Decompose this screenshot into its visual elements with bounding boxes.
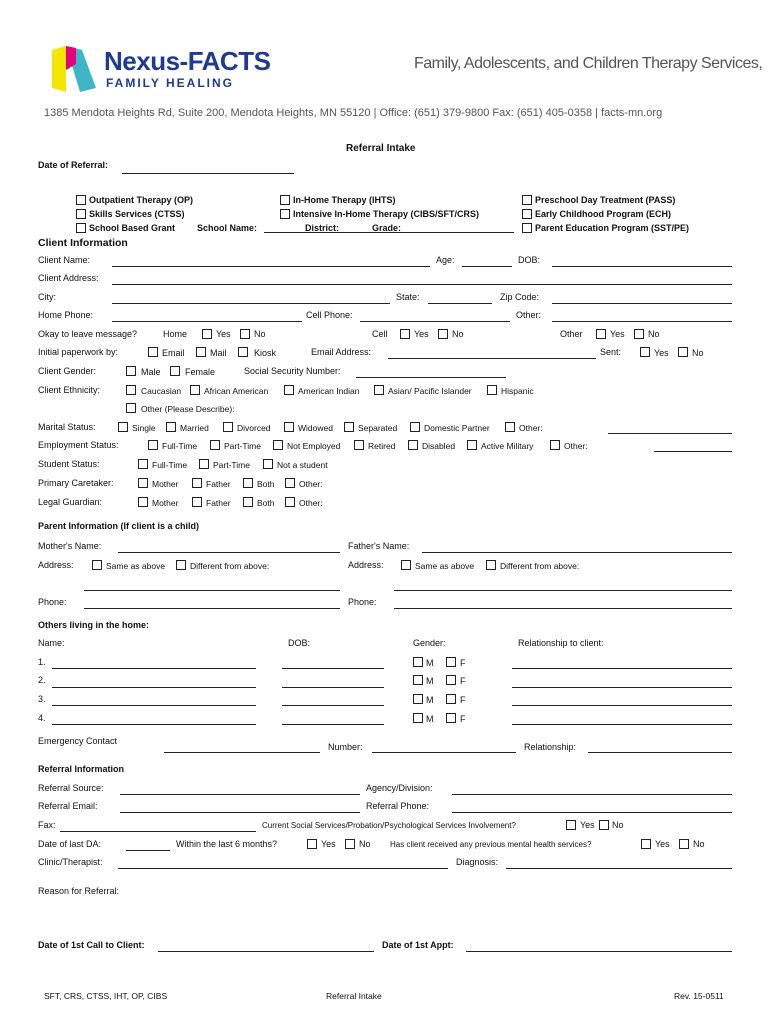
state-label: State: xyxy=(396,292,420,302)
district-label: District: xyxy=(305,223,340,233)
involvement-label: Current Social Services/Probation/Psychological Services Involvement? xyxy=(262,821,516,830)
checkbox-ech[interactable] xyxy=(522,209,532,219)
father-name-field[interactable] xyxy=(422,552,732,553)
guardian-checkbox[interactable] xyxy=(138,497,148,507)
student-checkbox[interactable] xyxy=(263,459,273,469)
checkbox-ctss[interactable] xyxy=(76,209,86,219)
program-ihts: In-Home Therapy (IHTS) xyxy=(293,195,396,205)
marital-option: Other: xyxy=(519,423,543,433)
emergency-number-field[interactable] xyxy=(372,752,516,753)
asian-checkbox[interactable] xyxy=(374,385,384,395)
first-appt-field[interactable] xyxy=(466,951,732,952)
male-checkbox[interactable] xyxy=(126,366,136,376)
mother-address-field[interactable] xyxy=(84,590,340,591)
m-label: M xyxy=(426,714,434,724)
employment-checkbox[interactable] xyxy=(354,440,364,450)
age-label: Age: xyxy=(436,255,455,265)
student-option: Part-Time xyxy=(213,460,250,470)
hispanic-checkbox[interactable] xyxy=(487,385,497,395)
employment-option: Not Employed xyxy=(287,441,341,451)
client-address-field[interactable] xyxy=(112,284,732,285)
row-number: 2. xyxy=(38,675,46,685)
guardian-option: Mother xyxy=(152,498,179,508)
agency-label: Agency/Division: xyxy=(366,783,433,793)
home-label: Home xyxy=(163,329,188,339)
different-option: Different from above: xyxy=(500,561,580,571)
marital-checkbox[interactable] xyxy=(284,422,294,432)
paperwork-label: Initial paperwork by: xyxy=(38,347,119,357)
sent-no-checkbox[interactable] xyxy=(678,347,688,357)
school-district-line[interactable] xyxy=(264,232,514,233)
marital-option: Divorced xyxy=(237,423,271,433)
cell-phone-field[interactable] xyxy=(360,321,510,322)
mother-name-label: Mother's Name: xyxy=(38,541,102,551)
employment-label: Employment Status: xyxy=(38,440,119,450)
agency-field[interactable] xyxy=(452,794,732,795)
ethnicity-option: American Indian xyxy=(298,386,360,396)
female-checkbox[interactable] xyxy=(446,713,456,723)
involvement-no-checkbox[interactable] xyxy=(599,820,609,830)
referral-date-field[interactable] xyxy=(122,173,294,174)
cell-label: Cell xyxy=(372,329,388,339)
employment-other-field[interactable] xyxy=(654,451,732,452)
caretaker-checkbox[interactable] xyxy=(192,478,202,488)
cell-phone-label: Cell Phone: xyxy=(306,310,353,320)
father-phone-label: Phone: xyxy=(348,597,377,607)
ethnicity-option: Asian/ Pacific Islander xyxy=(388,386,472,396)
male-checkbox[interactable] xyxy=(413,675,423,685)
within-yes-checkbox[interactable] xyxy=(307,839,317,849)
employment-checkbox[interactable] xyxy=(210,440,220,450)
guardian-option: Father xyxy=(206,498,231,508)
program-school: School Based Grant xyxy=(89,223,176,233)
form-title: Referral Intake xyxy=(346,143,416,154)
employment-checkbox[interactable] xyxy=(550,440,560,450)
caretaker-checkbox[interactable] xyxy=(285,478,295,488)
other-relationship-field[interactable] xyxy=(512,687,732,688)
row-number: 3. xyxy=(38,694,46,704)
emergency-name-field[interactable] xyxy=(164,752,320,753)
guardian-option: Both xyxy=(257,498,275,508)
home-phone-label: Home Phone: xyxy=(38,310,94,320)
referral-phone-label: Referral Phone: xyxy=(366,801,430,811)
home-yes-checkbox[interactable] xyxy=(202,329,212,339)
footer-revision: Rev. 15-0511 xyxy=(674,991,724,1001)
other-name-field[interactable] xyxy=(52,705,256,706)
mother-different-checkbox[interactable] xyxy=(176,560,186,570)
first-call-field[interactable] xyxy=(158,951,374,952)
female-checkbox[interactable] xyxy=(446,675,456,685)
female-option: Female xyxy=(185,367,216,377)
f-label: F xyxy=(460,714,466,724)
other-label: Other xyxy=(560,329,583,339)
mother-name-field[interactable] xyxy=(118,552,340,553)
dob-label: DOB: xyxy=(518,255,541,265)
guardian-label: Legal Guardian: xyxy=(38,497,103,507)
m-label: M xyxy=(426,658,434,668)
referral-date-label: Date of Referral: xyxy=(38,160,109,170)
paperwork-email-checkbox[interactable] xyxy=(148,347,158,357)
guardian-checkbox[interactable] xyxy=(243,497,253,507)
guardian-checkbox[interactable] xyxy=(285,497,295,507)
program-ctss: Skills Services (CTSS) xyxy=(89,209,185,219)
no-label: No xyxy=(692,348,704,358)
mail-option: Mail xyxy=(210,348,227,358)
student-checkbox[interactable] xyxy=(199,459,209,469)
row-number: 1. xyxy=(38,657,46,667)
others-gender-header: Gender: xyxy=(413,638,446,648)
home-phone-field[interactable] xyxy=(112,321,302,322)
yes-label: Yes xyxy=(216,329,231,339)
kiosk-option: Kiosk xyxy=(254,348,277,358)
yes-label: Yes xyxy=(655,839,670,849)
paperwork-mail-checkbox[interactable] xyxy=(196,347,206,357)
others-name-header: Name: xyxy=(38,638,65,648)
american-indian-checkbox[interactable] xyxy=(284,385,294,395)
involvement-yes-checkbox[interactable] xyxy=(566,820,576,830)
employment-option: Other: xyxy=(564,441,588,451)
checkbox-pass[interactable] xyxy=(522,195,532,205)
program-ech: Early Childhood Program (ECH) xyxy=(535,209,672,219)
ethnicity-label: Client Ethnicity: xyxy=(38,385,101,395)
other-dob-field[interactable] xyxy=(282,668,384,669)
other-phone-field[interactable] xyxy=(552,321,732,322)
female-checkbox[interactable] xyxy=(170,366,180,376)
other-name-field[interactable] xyxy=(52,724,256,725)
checkbox-intensive[interactable] xyxy=(280,209,290,219)
yes-label: Yes xyxy=(414,329,429,339)
african-american-checkbox[interactable] xyxy=(190,385,200,395)
within-no-checkbox[interactable] xyxy=(345,839,355,849)
fax-label: Fax: xyxy=(38,820,56,830)
marital-checkbox[interactable] xyxy=(410,422,420,432)
city-field[interactable] xyxy=(112,303,390,304)
emergency-contact-label: Emergency Contact xyxy=(38,736,118,746)
sent-yes-checkbox[interactable] xyxy=(640,347,650,357)
last-da-label: Date of last DA: xyxy=(38,839,102,849)
marital-option: Widowed xyxy=(298,423,333,433)
father-phone-field[interactable] xyxy=(394,608,732,609)
program-pass: Preschool Day Treatment (PASS) xyxy=(535,195,676,205)
no-label: No xyxy=(452,329,464,339)
fax-field[interactable] xyxy=(60,831,256,832)
dob-field[interactable] xyxy=(552,266,732,267)
marital-option: Domestic Partner xyxy=(424,423,490,433)
footer-programs: SFT, CRS, CTSS, IHT, OP, CIBS xyxy=(44,991,168,1001)
employment-option: Full-Time xyxy=(162,441,198,451)
ssn-label: Social Security Number: xyxy=(244,366,341,376)
first-call-label: Date of 1st Call to Client: xyxy=(38,940,145,950)
grade-label: Grade: xyxy=(372,223,402,233)
footer-title: Referral Intake xyxy=(326,991,382,1001)
yes-label: Yes xyxy=(321,839,336,849)
caretaker-option: Father xyxy=(206,479,231,489)
checkbox-school-grant[interactable] xyxy=(76,223,86,233)
f-label: F xyxy=(460,676,466,686)
marital-other-field[interactable] xyxy=(608,433,732,434)
emergency-relationship-field[interactable] xyxy=(588,752,732,753)
guardian-checkbox[interactable] xyxy=(192,497,202,507)
same-option: Same as above xyxy=(415,561,475,571)
caucasian-checkbox[interactable] xyxy=(126,385,136,395)
clinic-field[interactable] xyxy=(118,868,448,869)
other-dob-field[interactable] xyxy=(282,724,384,725)
state-field[interactable] xyxy=(428,303,492,304)
marital-checkbox[interactable] xyxy=(118,422,128,432)
marital-label: Marital Status: xyxy=(38,422,96,432)
employment-option: Part-Time xyxy=(224,441,261,451)
ethnicity-other-option: Other (Please Describe): xyxy=(141,404,235,414)
employment-option: Retired xyxy=(368,441,396,451)
caretaker-option: Other: xyxy=(299,479,323,489)
logo-mark xyxy=(52,46,96,92)
ethnicity-other-checkbox[interactable] xyxy=(126,403,136,413)
yes-label: Yes xyxy=(580,820,595,830)
cell-yes-checkbox[interactable] xyxy=(400,329,410,339)
student-label: Student Status: xyxy=(38,459,100,469)
client-address-label: Client Address: xyxy=(38,273,99,283)
email-address-field[interactable] xyxy=(388,358,596,359)
parent-info-heading: Parent Information (If client is a child) xyxy=(38,521,200,531)
diagnosis-field[interactable] xyxy=(506,868,732,869)
caretaker-option: Both xyxy=(257,479,275,489)
first-appt-label: Date of 1st Appt: xyxy=(382,940,454,950)
student-option: Full-Time xyxy=(152,460,188,470)
employment-option: Disabled xyxy=(422,441,456,451)
other-yes-checkbox[interactable] xyxy=(596,329,606,339)
last-da-field[interactable] xyxy=(126,850,170,851)
father-address-label: Address: xyxy=(348,560,384,570)
program-intensive: Intensive In-Home Therapy (CIBS/SFT/CRS) xyxy=(293,209,480,219)
tagline: Family, Adolescents, and Children Therapy Services, xyxy=(414,55,763,72)
address-line: 1385 Mendota Heights Rd, Suite 200, Mendota Heights, MN 55120 | Office: (651) 379-9800 Fax: (651) 405-0358 | facts-mn.org xyxy=(44,107,663,119)
prev-mh-yes-checkbox[interactable] xyxy=(641,839,651,849)
father-different-checkbox[interactable] xyxy=(486,560,496,570)
referral-email-field[interactable] xyxy=(120,812,360,813)
other-relationship-field[interactable] xyxy=(512,724,732,725)
client-info-heading: Client Information xyxy=(38,237,128,249)
paperwork-kiosk-checkbox[interactable] xyxy=(238,347,248,357)
gender-label: Client Gender: xyxy=(38,366,97,376)
marital-checkbox[interactable] xyxy=(223,422,233,432)
checkbox-op[interactable] xyxy=(76,195,86,205)
city-label: City: xyxy=(38,292,56,302)
mother-phone-field[interactable] xyxy=(84,608,340,609)
referral-source-label: Referral Source: xyxy=(38,783,104,793)
emergency-relationship-label: Relationship: xyxy=(524,742,577,752)
email-option: Email xyxy=(162,348,185,358)
client-name-label: Client Name: xyxy=(38,255,91,265)
same-option: Same as above xyxy=(106,561,166,571)
other-name-field[interactable] xyxy=(52,687,256,688)
female-checkbox[interactable] xyxy=(446,694,456,704)
employment-checkbox[interactable] xyxy=(467,440,477,450)
others-relationship-header: Relationship to client: xyxy=(518,638,604,648)
marital-option: Single xyxy=(132,423,156,433)
male-option: Male xyxy=(141,367,161,377)
brand-subtitle: FAMILY HEALING xyxy=(106,76,235,90)
others-dob-header: DOB: xyxy=(288,638,311,648)
ethnicity-option: Hispanic xyxy=(501,386,534,396)
other-dob-field[interactable] xyxy=(282,705,384,706)
no-label: No xyxy=(648,329,660,339)
checkbox-pe[interactable] xyxy=(522,223,532,233)
caretaker-option: Mother xyxy=(152,479,179,489)
caretaker-checkbox[interactable] xyxy=(243,478,253,488)
zip-field[interactable] xyxy=(552,303,732,304)
sent-label: Sent: xyxy=(600,347,622,357)
other-name-field[interactable] xyxy=(52,668,256,669)
other-relationship-field[interactable] xyxy=(512,668,732,669)
male-checkbox[interactable] xyxy=(413,657,423,667)
other-relationship-field[interactable] xyxy=(512,705,732,706)
employment-option: Active Military xyxy=(481,441,534,451)
father-name-label: Father's Name: xyxy=(348,541,410,551)
marital-checkbox[interactable] xyxy=(344,422,354,432)
m-label: M xyxy=(426,695,434,705)
marital-option: Separated xyxy=(358,423,398,433)
age-field[interactable] xyxy=(462,266,512,267)
okay-message-label: Okay to leave message? xyxy=(38,329,138,339)
referral-source-field[interactable] xyxy=(120,794,360,795)
no-label: No xyxy=(359,839,371,849)
father-address-field[interactable] xyxy=(394,590,732,591)
f-label: F xyxy=(460,695,466,705)
home-no-checkbox[interactable] xyxy=(240,329,250,339)
student-checkbox[interactable] xyxy=(138,459,148,469)
brand-name: Nexus-FACTS xyxy=(104,46,271,76)
mother-same-checkbox[interactable] xyxy=(92,560,102,570)
diagnosis-label: Diagnosis: xyxy=(456,857,499,867)
caretaker-checkbox[interactable] xyxy=(138,478,148,488)
f-label: F xyxy=(460,658,466,668)
guardian-option: Other: xyxy=(299,498,323,508)
employment-checkbox[interactable] xyxy=(148,440,158,450)
employment-checkbox[interactable] xyxy=(273,440,283,450)
row-number: 4. xyxy=(38,713,46,723)
female-checkbox[interactable] xyxy=(446,657,456,667)
program-op: Outpatient Therapy (OP) xyxy=(89,195,194,205)
others-heading: Others living in the home: xyxy=(38,620,150,630)
other-phone-label: Other: xyxy=(516,310,542,320)
within-label: Within the last 6 months? xyxy=(176,839,278,849)
no-label: No xyxy=(254,329,266,339)
mother-address-label: Address: xyxy=(38,560,74,570)
emergency-number-label: Number: xyxy=(328,742,363,752)
marital-option: Married xyxy=(180,423,209,433)
marital-checkbox[interactable] xyxy=(166,422,176,432)
male-checkbox[interactable] xyxy=(413,713,423,723)
prev-mh-label: Has client received any previous mental health services? xyxy=(390,840,592,849)
referral-email-label: Referral Email: xyxy=(38,801,98,811)
school-name-label: School Name: xyxy=(197,223,258,233)
other-no-checkbox[interactable] xyxy=(634,329,644,339)
client-name-field[interactable] xyxy=(112,266,430,267)
ethnicity-option: African American xyxy=(204,386,269,396)
email-address-label: Email Address: xyxy=(311,347,372,357)
ssn-field[interactable] xyxy=(356,377,506,378)
reason-label: Reason for Referral: xyxy=(38,886,120,896)
no-label: No xyxy=(693,839,705,849)
employment-checkbox[interactable] xyxy=(408,440,418,450)
clinic-label: Clinic/Therapist: xyxy=(38,857,103,867)
no-label: No xyxy=(612,820,624,830)
different-option: Different from above: xyxy=(190,561,270,571)
program-pe: Parent Education Program (SST/PE) xyxy=(535,223,690,233)
cell-no-checkbox[interactable] xyxy=(438,329,448,339)
other-dob-field[interactable] xyxy=(282,687,384,688)
caretaker-label: Primary Caretaker: xyxy=(38,478,114,488)
prev-mh-no-checkbox[interactable] xyxy=(679,839,689,849)
yes-label: Yes xyxy=(654,348,669,358)
student-option: Not a student xyxy=(277,460,328,470)
zip-label: Zip Code: xyxy=(500,292,540,302)
m-label: M xyxy=(426,676,434,686)
father-same-checkbox[interactable] xyxy=(401,560,411,570)
marital-checkbox[interactable] xyxy=(505,422,515,432)
yes-label: Yes xyxy=(610,329,625,339)
referral-info-heading: Referral Information xyxy=(38,764,125,774)
checkbox-ihts[interactable] xyxy=(280,195,290,205)
ethnicity-option: Caucasian xyxy=(141,386,182,396)
mother-phone-label: Phone: xyxy=(38,597,67,607)
referral-phone-field[interactable] xyxy=(452,812,732,813)
male-checkbox[interactable] xyxy=(413,694,423,704)
